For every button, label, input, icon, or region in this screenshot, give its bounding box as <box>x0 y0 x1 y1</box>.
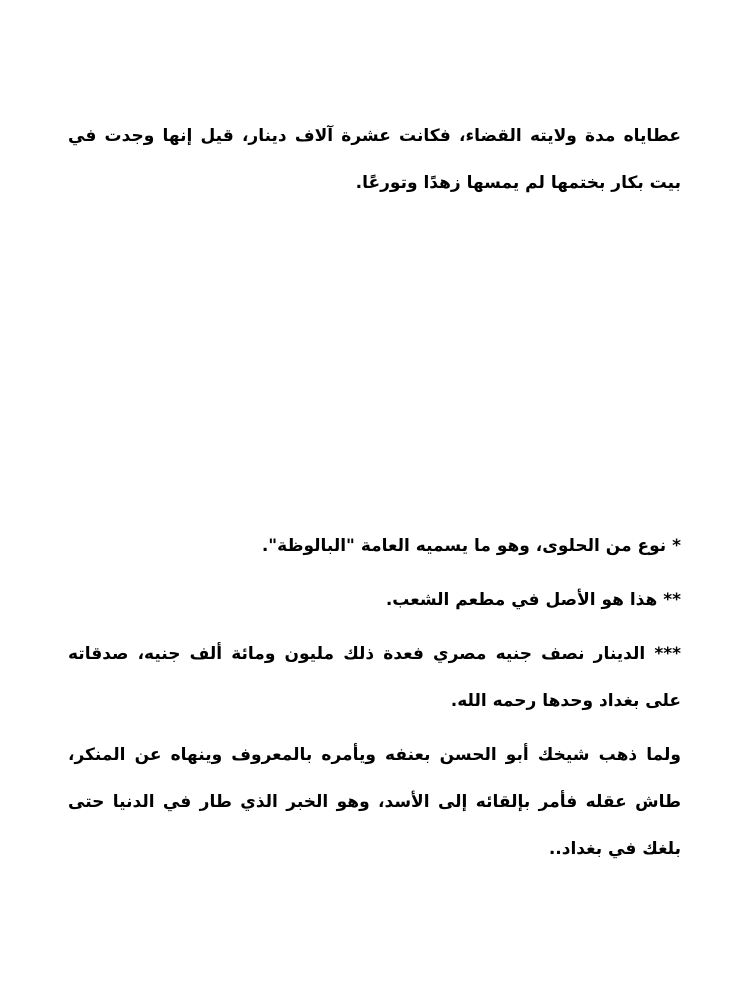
footnote-2: ** هذا هو الأصل في مطعم الشعب. <box>385 590 681 610</box>
body-text-block <box>68 113 681 207</box>
paragraph: عطاياه مدة ولايته القضاء، فكانت عشرة آلاف دينار، قيل إنها وجدت في بيت بكار بختمها لم يمسها زهدًا وتورعًا. <box>68 126 681 193</box>
footnotes-block <box>68 523 681 880</box>
closing-paragraph: ولما ذهب شيخك أبو الحسن بعنفه ويأمره بالمعروف وينهاه عن المنكر، طاش عقله فأمر بإلقائه إلى الأسد، وهو الخبر الذي طار في الدنيا حتى بلغك في بغداد.. <box>68 745 681 859</box>
footnote-3: *** الدينار نصف جنيه مصري فعدة ذلك مليون ومائة ألف جنيه، صدقاته على بغداد وحدها رحمه الله. <box>68 644 681 711</box>
footnote-1: * نوع من الحلوى، وهو ما يسميه العامة "البالوظة". <box>261 536 681 556</box>
